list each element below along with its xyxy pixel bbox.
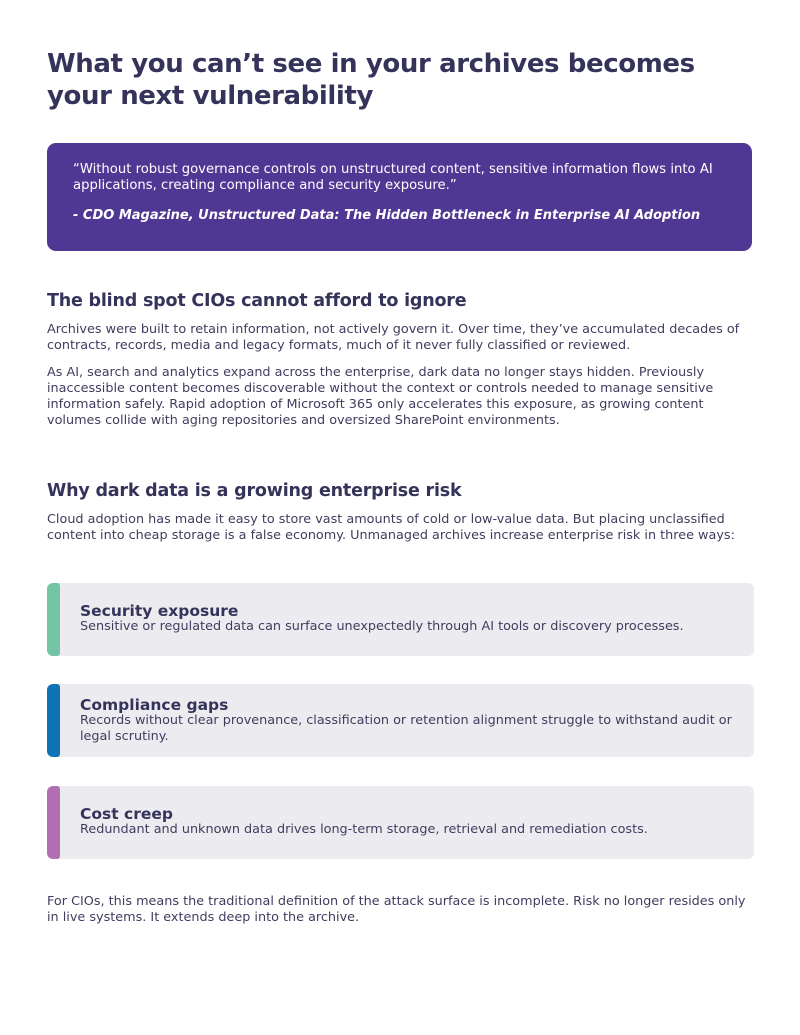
- quote-source: - CDO Magazine, Unstructured Data: The Hidden Bottleneck in Enterprise AI Adoption: [73, 208, 701, 223]
- risk-card-compliance: [47, 684, 754, 757]
- paragraph-archives: Archives were built to retain information, not actively govern it. Over time, they’ve accumulated decades of contracts, records, media and legacy formats, much of it never fully classified or reviewed.: [47, 322, 740, 353]
- paragraph-ai-search: As AI, search and analytics expand across the enterprise, dark data no longer stays hidden. Previously inaccessible content becomes discoverable without the context or controls needed to manage sensitive information safely. Rapid adoption of Microsoft 365 only accelerates this exposure, as growing content volumes collide with aging repositories and oversized SharePoint environments.: [47, 365, 714, 428]
- section-heading-dark-data: Why dark data is a growing enterprise risk: [47, 481, 462, 501]
- risk-card-accent-bar: [47, 684, 60, 757]
- risk-card-title: Cost creep: [80, 805, 174, 823]
- page-title: What you can’t see in your archives becomes your next vulnerability: [47, 49, 695, 111]
- quote-text: “Without robust governance controls on unstructured content, sensitive information flows into AI applications, creating compliance and security exposure.”: [73, 162, 713, 193]
- risk-card-accent-bar: [47, 583, 60, 656]
- paragraph-cloud-adoption: Cloud adoption has made it easy to store vast amounts of cold or low-value data. But placing unclassified content into cheap storage is a false economy. Unmanaged archives increase enterprise risk in three ways:: [47, 512, 735, 543]
- paragraph-conclusion: For CIOs, this means the traditional definition of the attack surface is incomplete. Risk no longer resides only in live systems. It extends deep into the archive.: [47, 894, 746, 925]
- risk-card-text: Redundant and unknown data drives long-term storage, retrieval and remediation costs.: [80, 822, 648, 837]
- risk-card-security: [47, 583, 754, 656]
- quote-box: [47, 143, 752, 251]
- risk-card-text: Records without clear provenance, classification or retention alignment struggle to withstand audit or legal scrutiny.: [80, 713, 732, 744]
- section-heading-blind-spot: The blind spot CIOs cannot afford to ignore: [47, 291, 467, 311]
- risk-card-cost: [47, 786, 754, 859]
- risk-card-title: Compliance gaps: [80, 696, 229, 714]
- risk-card-accent-bar: [47, 786, 60, 859]
- risk-card-text: Sensitive or regulated data can surface unexpectedly through AI tools or discovery processes.: [80, 619, 684, 634]
- risk-card-title: Security exposure: [80, 602, 239, 620]
